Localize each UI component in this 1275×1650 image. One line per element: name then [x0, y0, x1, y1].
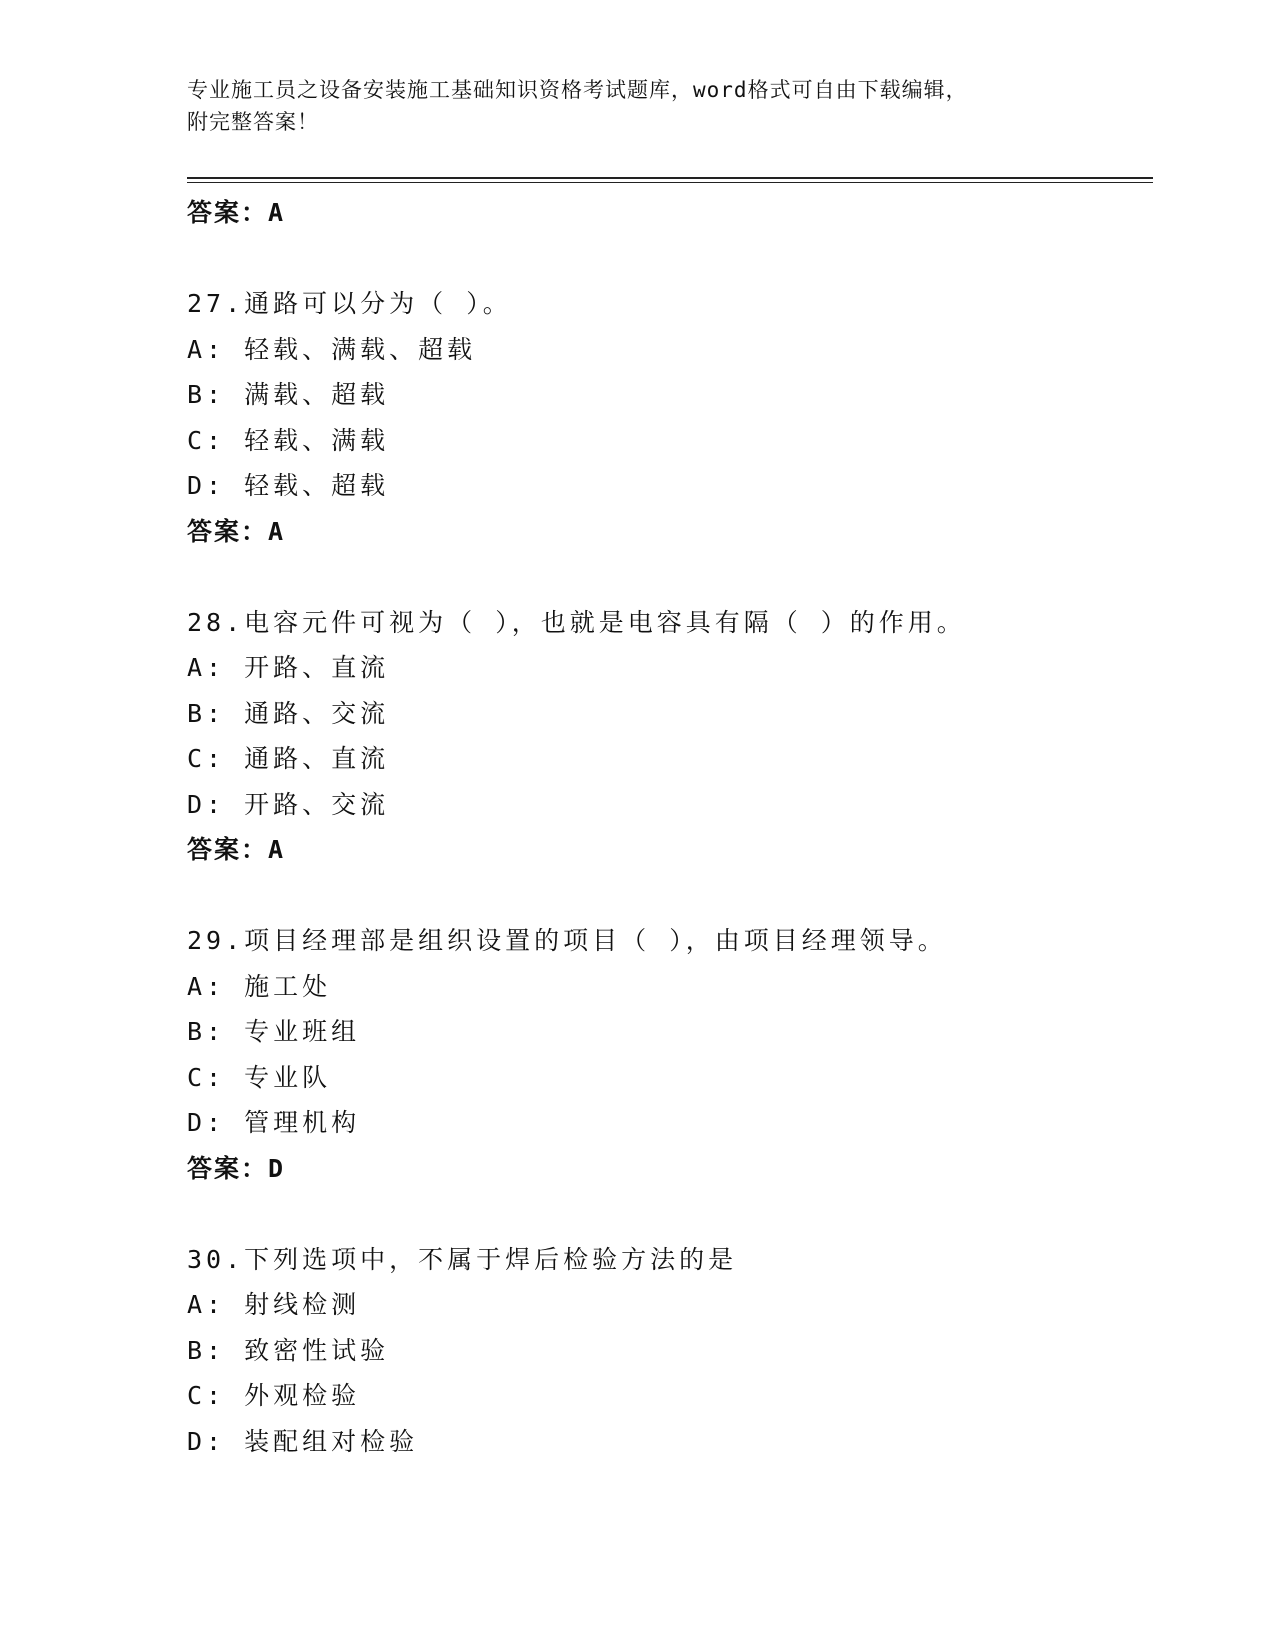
option-c: C: 通路、直流 [187, 744, 390, 773]
previous-answer: 答案：A [187, 198, 286, 227]
question-list [187, 190, 1147, 1464]
option-a: A: 射线检测 [187, 1290, 361, 1319]
option-b: B: 专业班组 [187, 1017, 361, 1046]
option-d: D: 管理机构 [187, 1108, 361, 1137]
question-stem: 27.通路可以分为（ ）。 [187, 289, 512, 318]
question-29 [187, 918, 1147, 1191]
question-stem: 30.下列选项中，不属于焊后检验方法的是 [187, 1244, 738, 1274]
question-27 [187, 281, 1147, 554]
question-30 [187, 1237, 1147, 1465]
option-d: D: 装配组对检验 [187, 1426, 419, 1456]
option-a: A: 开路、直流 [187, 653, 390, 682]
option-c: C: 外观检验 [187, 1381, 361, 1410]
header-divider-thin [187, 182, 1153, 183]
option-b: B: 满载、超载 [187, 380, 390, 409]
page-header [187, 74, 1087, 138]
option-a: A: 轻载、满载、超载 [187, 334, 477, 364]
option-c: C: 轻载、满载 [187, 425, 390, 455]
question-stem: 29.项目经理部是组织设置的项目（ ），由项目经理领导。 [187, 926, 947, 955]
header-divider-thick [187, 177, 1153, 179]
header-line-1: 专业施工员之设备安装施工基础知识资格考试题库，word格式可自由下载编辑， [187, 78, 968, 102]
answer: 答案：A [187, 516, 286, 546]
question-stem: 28.电容元件可视为（ ），也就是电容具有隔（ ）的作用。 [187, 607, 966, 637]
option-d: D: 轻载、超载 [187, 471, 390, 500]
question-28 [187, 600, 1147, 873]
option-a: A: 施工处 [187, 971, 332, 1001]
option-b: B: 通路、交流 [187, 698, 390, 728]
answer: 答案：A [187, 835, 286, 864]
option-d: D: 开路、交流 [187, 789, 390, 819]
option-c: C: 专业队 [187, 1062, 332, 1092]
answer: 答案：D [187, 1153, 286, 1183]
header-line-2: 附完整答案！ [187, 110, 319, 134]
option-b: B: 致密性试验 [187, 1335, 390, 1365]
